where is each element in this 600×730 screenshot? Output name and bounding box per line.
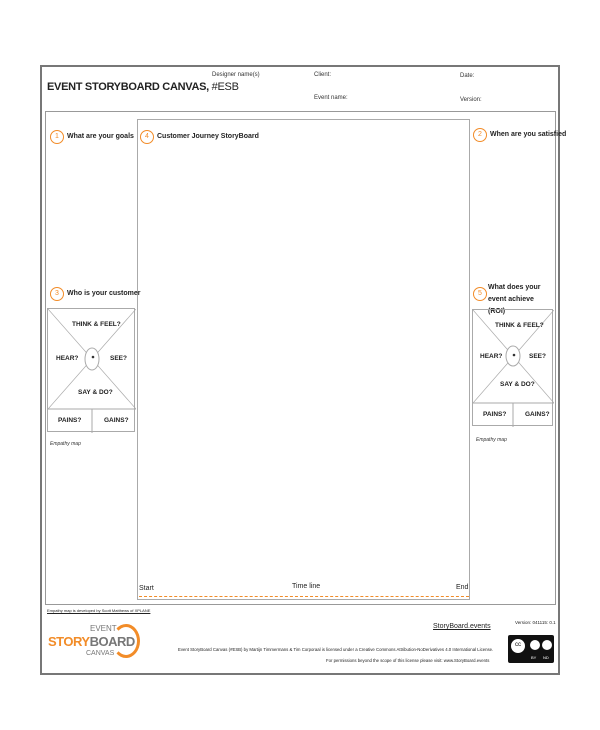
see-label: SEE? <box>110 355 127 362</box>
section-number: 3 <box>50 287 64 301</box>
say-do-label: SAY & DO? <box>500 381 535 388</box>
version-label: Version: <box>460 97 482 103</box>
hear-label: HEAR? <box>56 355 79 362</box>
empathy-map-right <box>472 309 553 426</box>
nd-icon <box>542 640 552 650</box>
think-feel-label: THINK & FEEL? <box>72 321 121 328</box>
empathy-caption: Empathy map <box>476 437 507 443</box>
pains-label: PAINS? <box>58 417 82 424</box>
designer-label: Designer name(s) <box>212 72 260 78</box>
think-feel-label: THINK & FEEL? <box>495 322 544 329</box>
pains-label: PAINS? <box>483 411 507 418</box>
permissions-text: For permissions beyond the scope of this license please visit: www.StoryBoard.events <box>326 658 490 663</box>
date-label: Date: <box>460 73 475 79</box>
page-title: EVENT STORYBOARD CANVAS, #ESB <box>47 81 239 93</box>
footer-version: Version: 041115: 0.1 <box>515 620 556 625</box>
see-label: SEE? <box>529 353 546 360</box>
cc-icon: cc <box>511 639 525 653</box>
section-number: 2 <box>473 128 487 142</box>
empathy-caption: Empathy map <box>50 441 81 447</box>
section-number: 4 <box>140 130 154 144</box>
section-number: 5 <box>473 287 487 301</box>
hear-label: HEAR? <box>480 353 503 360</box>
customer-label: Who is your customer <box>67 290 141 297</box>
by-icon <box>530 640 540 650</box>
storyboard-area[interactable] <box>137 119 470 600</box>
say-do-label: SAY & DO? <box>78 389 113 396</box>
storyboard-label: Customer Journey StoryBoard <box>157 133 259 140</box>
roi-label: What does your event achieve (ROI) <box>488 284 541 315</box>
timeline-end: End <box>456 584 469 591</box>
gains-label: GAINS? <box>104 417 129 424</box>
timeline-start: Start <box>139 585 154 592</box>
timeline-arrow <box>139 596 469 597</box>
event-name-label: Event name: <box>314 95 348 101</box>
empathy-map-left <box>47 308 135 432</box>
timeline-label: Time line <box>292 583 321 590</box>
section-number: 1 <box>50 130 64 144</box>
empathy-credit[interactable]: Empathy map is developed by Scott Matthews of XPLANE <box>47 608 151 613</box>
cc-license-badge[interactable]: cc BY ND <box>508 635 554 663</box>
storyboard-link[interactable]: StoryBoard.events <box>433 623 491 630</box>
goals-label: What are your goals <box>67 133 134 140</box>
handshake-icon <box>112 624 140 658</box>
satisfied-label: When are you satisfied <box>490 131 567 138</box>
client-label: Client: <box>314 72 332 78</box>
gains-label: GAINS? <box>525 411 550 418</box>
license-text: Event StoryBoard Canvas (#ESB) by Martijn Timmermans & Tim Corporaal is licensed under a Creative Commons Attribution-NoDerivatives 4.0 International License. <box>178 647 494 652</box>
